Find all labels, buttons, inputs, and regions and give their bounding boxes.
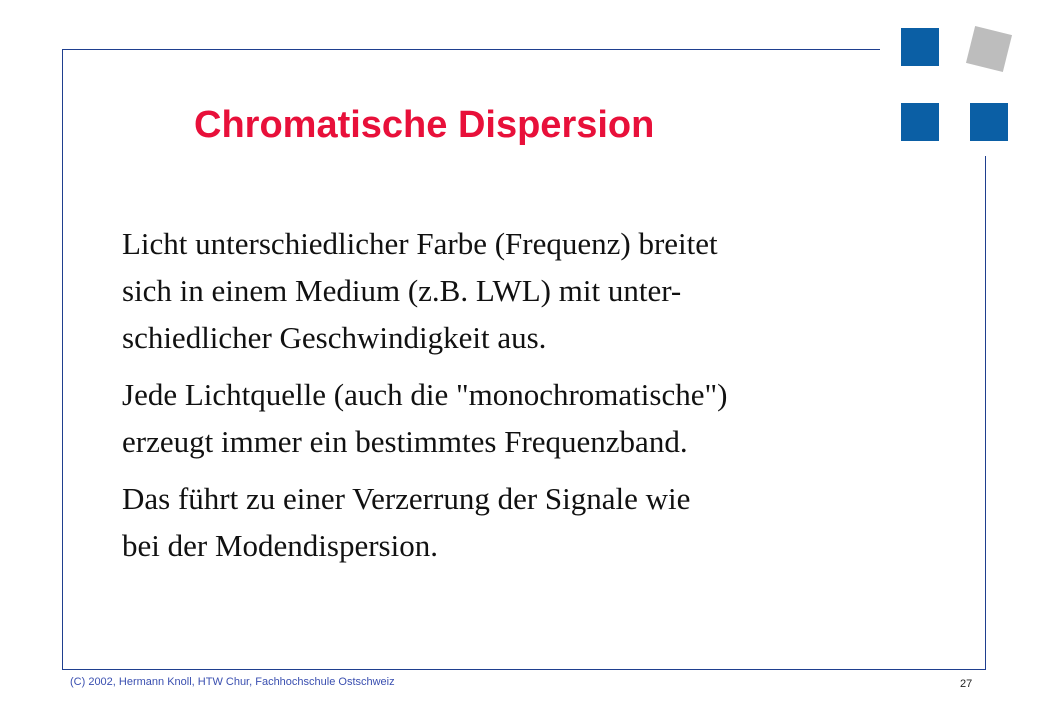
text-line: schiedlicher Geschwindigkeit aus. <box>122 320 547 355</box>
slide-title: Chromatische Dispersion <box>194 104 655 146</box>
gray-square-icon <box>966 26 1012 72</box>
blue-square-icon <box>901 28 939 66</box>
footer-copyright: (C) 2002, Hermann Knoll, HTW Chur, Fachhochschule Ostschweiz <box>70 676 395 688</box>
text-line: Jede Lichtquelle (auch die "monochromatische") <box>122 377 728 412</box>
text-line: sich in einem Medium (z.B. LWL) mit unter- <box>122 273 682 308</box>
slide-body <box>122 220 882 579</box>
text-line: erzeugt immer ein bestimmtes Frequenzband. <box>122 424 688 459</box>
blue-square-icon <box>970 103 1008 141</box>
paragraph <box>122 371 882 465</box>
blue-square-icon <box>901 103 939 141</box>
paragraph <box>122 220 882 361</box>
text-line: bei der Modendispersion. <box>122 528 438 563</box>
text-line: Das führt zu einer Verzerrung der Signale wie <box>122 481 691 516</box>
text-line: Licht unterschiedlicher Farbe (Frequenz) breitet <box>122 226 718 261</box>
decorative-squares <box>880 16 1030 156</box>
page-number: 27 <box>960 678 973 690</box>
paragraph <box>122 475 882 569</box>
